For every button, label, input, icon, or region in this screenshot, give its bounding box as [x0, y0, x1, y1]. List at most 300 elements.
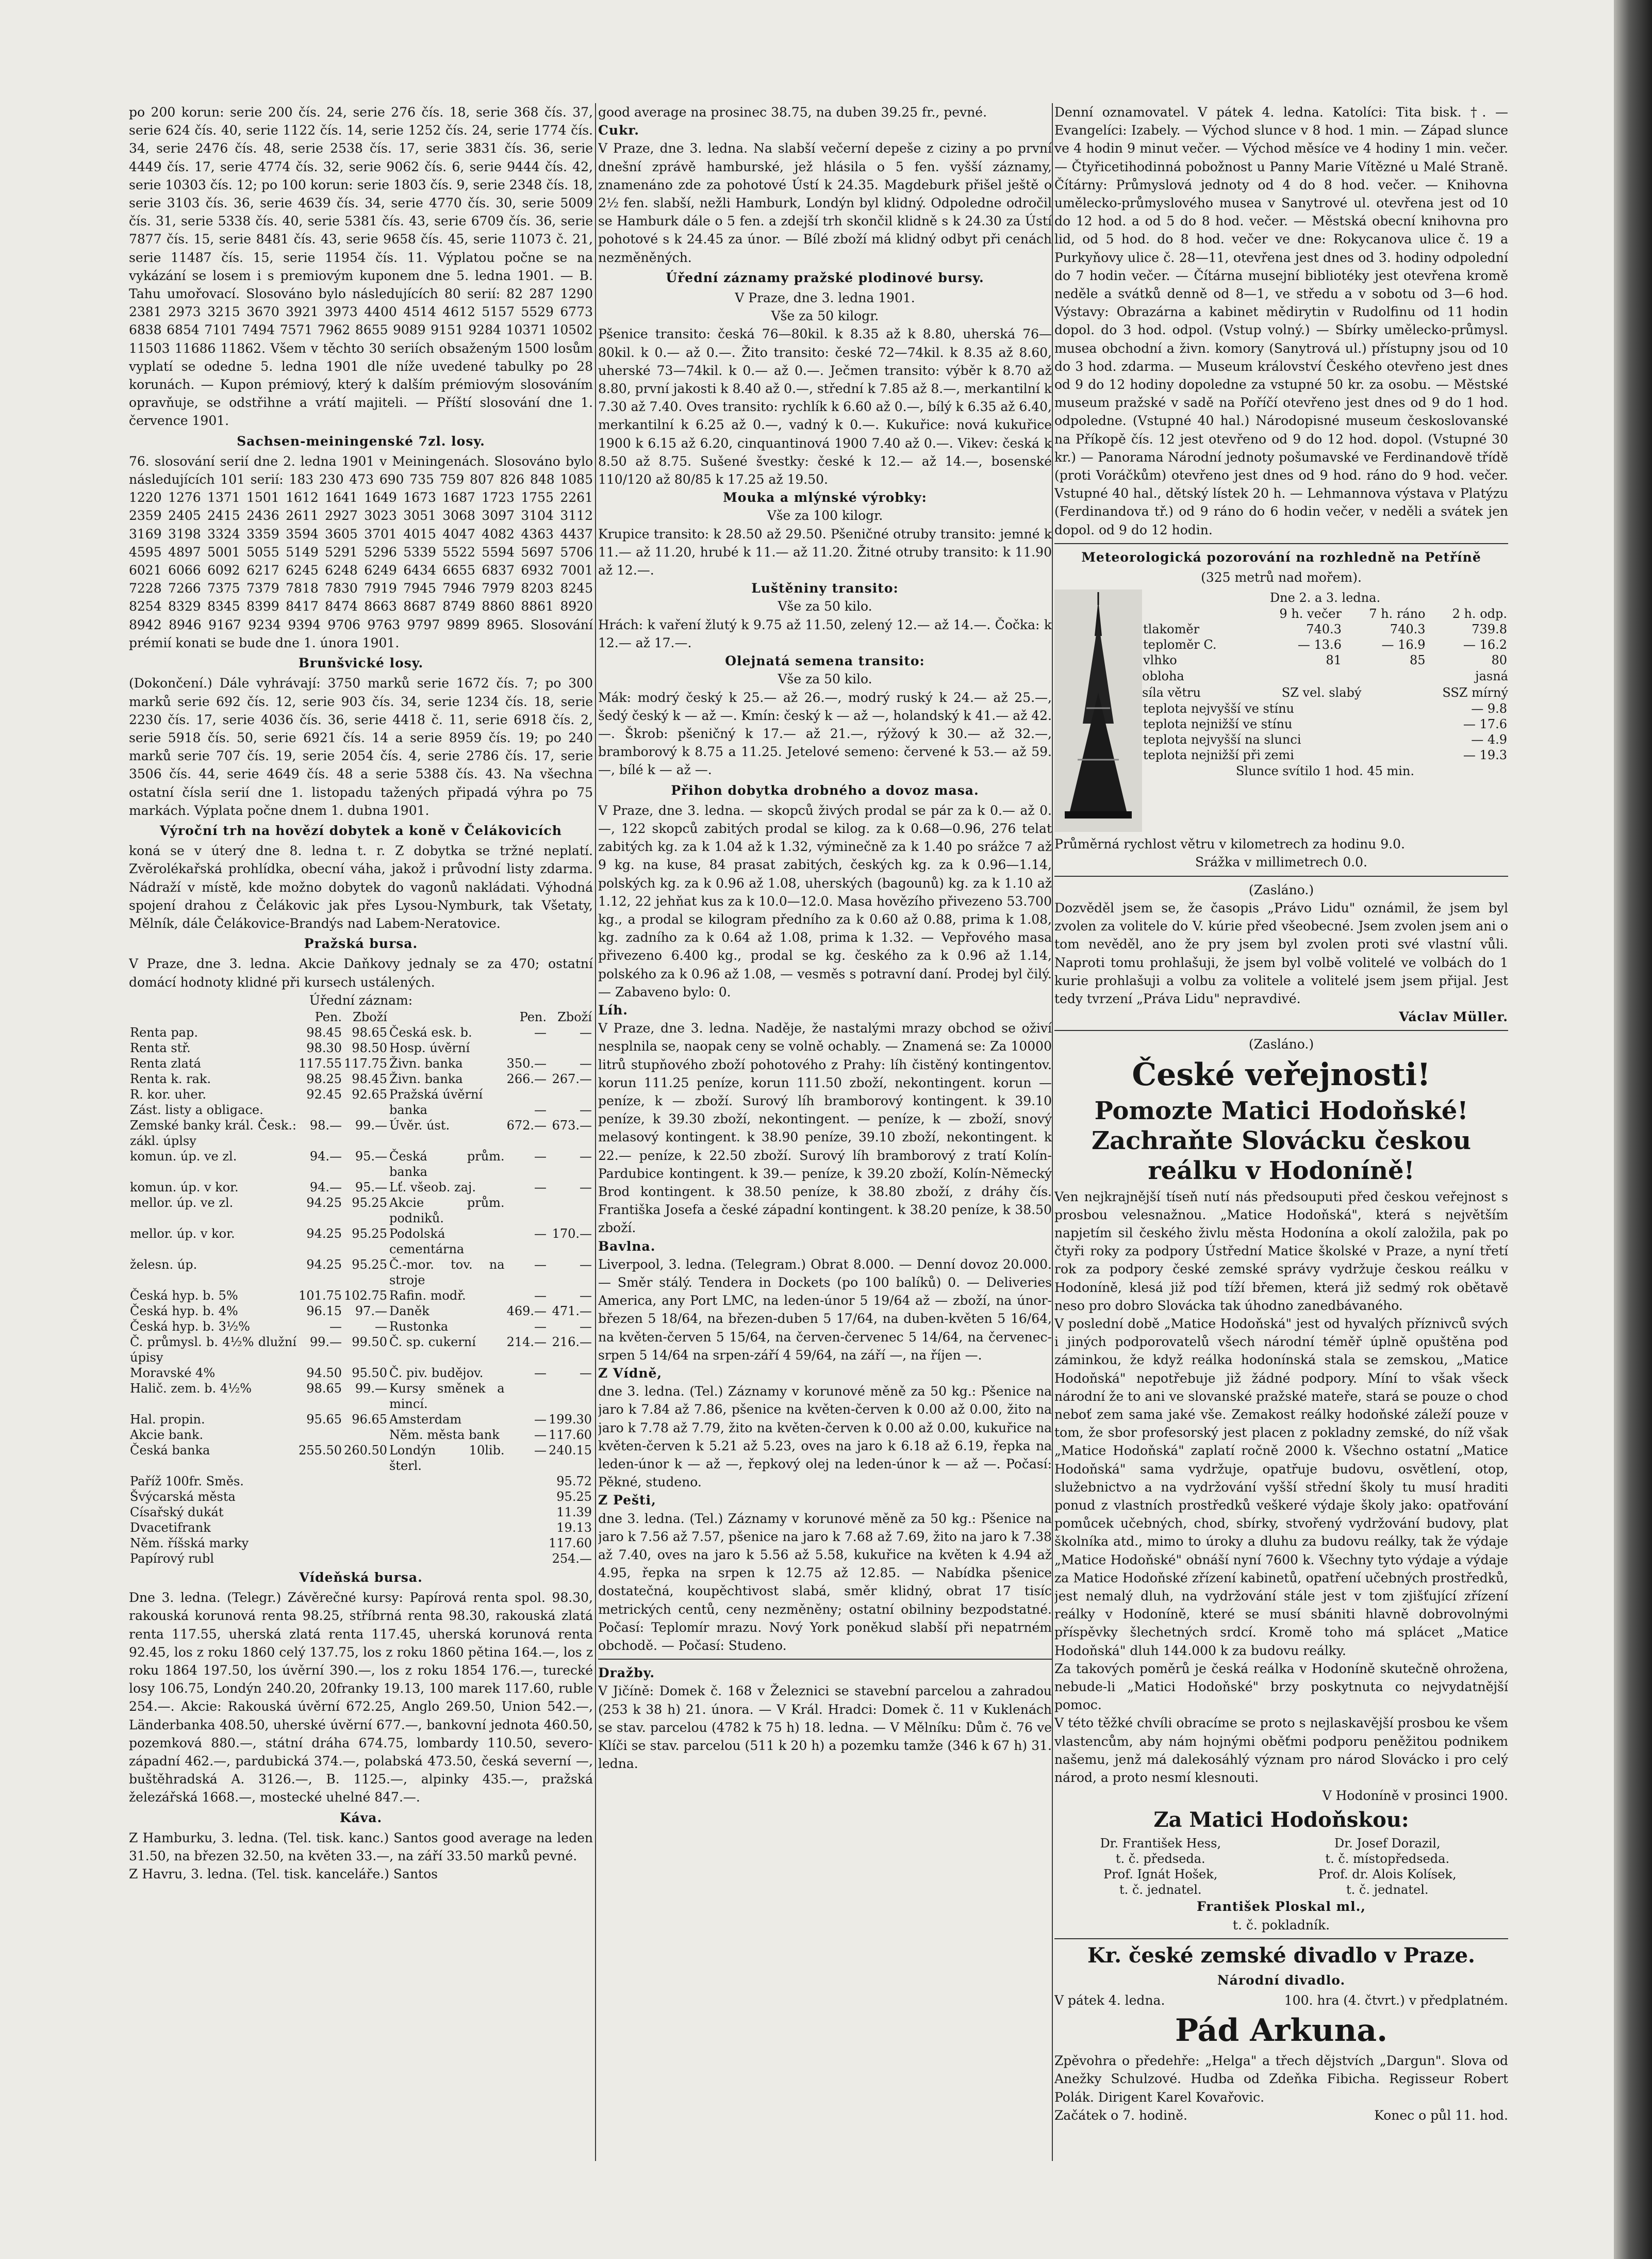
- appeal-date: V Hodoníně v prosinci 1900.: [1322, 1788, 1508, 1804]
- table-cell: [506, 1040, 548, 1056]
- table-cell: 740.3: [1306, 622, 1342, 637]
- weather-date: Dne 2. a 3. ledna.: [1269, 591, 1381, 605]
- table-cell: 471.—: [552, 1303, 592, 1318]
- table-cell: 85: [1409, 653, 1426, 668]
- table-row: [129, 1288, 593, 1303]
- table-cell: —: [580, 1288, 592, 1303]
- table-cell: —: [534, 1180, 547, 1194]
- table-cell: Akcie bank.: [130, 1427, 204, 1442]
- value: SSZ mírný: [1442, 685, 1508, 700]
- table-cell: Akcie prům. podniků.: [389, 1195, 505, 1225]
- table-cell: —: [580, 1056, 592, 1071]
- table-cell: Paříž 100fr. Směs.: [130, 1474, 244, 1488]
- table-cell: 95.25: [352, 1195, 387, 1210]
- table-row: [129, 1474, 593, 1489]
- table-cell: 97.—: [355, 1303, 387, 1318]
- weather-block: [1054, 590, 1508, 832]
- table-row: [129, 1334, 593, 1365]
- table-row: [129, 1071, 593, 1087]
- appeal-headline: České veřejnosti!: [1132, 1056, 1431, 1093]
- table-row: [1142, 637, 1508, 652]
- table-row: [129, 1427, 593, 1443]
- table-cell: komun. úp. v kor.: [130, 1180, 239, 1194]
- table-cell: teplota nejvyšší ve stínu: [1143, 701, 1295, 716]
- table-cell: 99.—: [309, 1334, 342, 1349]
- table-cell: 117.75: [344, 1056, 387, 1071]
- table-cell: —: [534, 1288, 547, 1303]
- appeal-text: Za takových poměrů je česká reálka v Hodoníně skutečně ohrožena, nebude-li „Matici Hodoňské" brzy poskytnuta co nejvydatnější pomoc.: [1054, 1661, 1508, 1713]
- section-heading: Sachsen-meiningenské 7zl. losy.: [237, 433, 485, 449]
- legumes-text: Hrách: k vaření žlutý k 9.75 až 11.50, zelený 12.— až 14.—. Čočka: k 12.— až 17.—.: [598, 617, 1052, 650]
- table-cell: 117.55: [299, 1056, 342, 1071]
- table-cell: —: [580, 1180, 592, 1194]
- table-cell: mellor. úp. v kor.: [130, 1226, 235, 1241]
- table-cell: —: [534, 1365, 547, 1380]
- column-rule: [1052, 103, 1053, 2161]
- section-heading: Káva.: [339, 1810, 383, 1825]
- subheading: Vše za 50 kilo.: [778, 599, 872, 614]
- table-cell: [548, 1381, 593, 1412]
- fair-text: koná se v úterý dne 8. ledna t. r. Z dobytka se tržné neplatí. Zvěrolékařská prohlídka, obecní váha, jakož i průvodní listy zdarma. Nádraží v místě, kde možno dobytek do vagonů nakládati. Výhodná spojení drahou z Čelákovic jak přes Lysou-Nymburk, tak Všetaty, Mělník, dále Čelákovice-Brandýs nad Labem-Neratovice.: [129, 843, 593, 931]
- table-cell: 92.45: [306, 1087, 342, 1102]
- subheading: Vše za 50 kilogr.: [771, 308, 879, 324]
- table-cell: [298, 1102, 343, 1118]
- column-header: 9 h. večer: [1279, 607, 1342, 621]
- table-cell: Prof. dr. Alois Kolísek,: [1318, 1867, 1457, 1882]
- table-cell: 98.50: [352, 1040, 387, 1055]
- table-cell: 240.15: [549, 1443, 592, 1458]
- spirit-text: V Praze, dne 3. ledna. Naděje, že nastalými mrazy obchod se oživí nesplnila se, naopak ceny se volně ochably. — Znamená se: Za 10000 litrů stupňového zboží pohotového z Prahy: líh čistěný kontingentov. korun 111.25 peníze, korun 111.50 zboží, nekontingent. korun — peníze, k — zboží. Surový líh bramborový kontingent. k 39.10 peníze, k 39.30 zboží, nekontingent. — peníze, k — zboží, snový melasový kontingent. k 38.90 peníze, 39.10 zboží, nekontingent. k 22.— peníze, k 22.50 zboží. Surový líh bramborový z tratí Kolín-Pardubice kontingent. k 39.— peníze, k 39.20 zboží, Kolín-Německý Brod kontingent. k 38.50 peníze, k 38.80 zboží, z dráhy čís. Františka Josefa a české západní kontingent. k 38.20 peníze, k 38.50 zboží.: [598, 1021, 1052, 1236]
- table-cell: 98.45: [306, 1025, 342, 1040]
- subheading: Mouka a mlýnské výrobky:: [723, 490, 927, 505]
- table-cell: 95.—: [355, 1149, 387, 1164]
- table-cell: 94.25: [306, 1257, 342, 1272]
- divider: [1054, 543, 1508, 544]
- table-cell: 95.25: [352, 1226, 387, 1241]
- table-cell: Rustonka: [389, 1319, 449, 1334]
- theatre-number: 100. hra (4. čtvrt.) v předplatném.: [1284, 1993, 1508, 2008]
- pest-grain-text: dne 3. ledna. (Tel.) Záznamy v korunové měně za 50 kg.: Pšenice na jaro k 7.56 až 7.57, pšenice na jaro k 7.68 až 7.69, žito na jaro k 7.38 až 7.40, oves na jaro k 5.56 až 5.58, kukuřice na květen k 4.94 až 4.95, řepka na srpen k 12.75 až 12.85. — Nabídka pšenice dostatečná, koupěchtivost slabá, směr klidný, obrat 17 tisíc metrických centů, ceny nezměněny; ostatní obilniny bezpodstatné. Počasí: Teplomír mrazu. Nový York poněkud slabší při nepatrném obchodě. — Počasí: Studeno.: [598, 1511, 1052, 1654]
- table-cell: 81: [1326, 653, 1342, 668]
- table-cell: 102.75: [344, 1288, 387, 1303]
- table-row: [129, 1365, 593, 1381]
- letter-signature: Václav Müller.: [1399, 1009, 1508, 1025]
- play-title: Pád Arkuna.: [1175, 2012, 1387, 2049]
- table-cell: Česká esk. b.: [389, 1025, 472, 1040]
- table-cell: [298, 1427, 343, 1443]
- play-end: Konec o půl 11. hod.: [1374, 2107, 1508, 2123]
- lottery-brunswick-text: (Dokončení.) Dále vyhrávají: 3750 marků serie 1672 čís. 7; po 300 marků serie 692 čís. 12, serie 903 čís. 34, serie 1234 čís. 18, serie 2230 čís. 17, serie 4036 čís. 36, serie 4418 č. 11, serie 6918 čís. 2, serie 5918 čís. 50, serie 6921 čís. 14 a serie 8959 čís. 19; po 240 marků serie 707 čís. 19, serie 2054 čís. 4, serie 2786 čís. 17, serie 3506 čís. 44, serie 4649 čís. 48 a serie 5388 čís. 43. Na všechna ostatní čísla serií dne 1. listopadu tažených připadá výhra po 75 markách. Výplata počne dnem 1. dubna 1901.: [129, 676, 593, 818]
- table-cell: —: [534, 1025, 547, 1040]
- table-header-row: [1142, 606, 1508, 621]
- table-cell: Renta k. rak.: [130, 1071, 211, 1086]
- table-cell: Hosp. úvěrní: [389, 1040, 470, 1055]
- table-cell: [506, 1381, 548, 1412]
- table-cell: teplota nejnižší ve stínu: [1143, 717, 1293, 732]
- table-cell: mellor. úp. ve zl.: [130, 1195, 234, 1210]
- weather-sky-row: [1142, 668, 1508, 684]
- table-cell: 94.—: [309, 1180, 342, 1194]
- table-cell: [343, 1102, 388, 1118]
- table-cell: 99.—: [355, 1118, 387, 1133]
- column-header: 7 h. ráno: [1369, 607, 1426, 621]
- livestock-text: V Praze, dne 3. ledna. — skopců živých prodal se pár za k 0.— až 0.—, 122 skopců zabitých prodal se kilog. za k 0.68—0.96, 276 telat zabitých kg. za k 1.04 až k 1.32, výminečně za k 1.40 po srážce 7 až 9 kg. na kuse, 84 prasat zabitých, českých kg. za k 0.96—1.14, polských kg. za k 0.96 až 1.08, uherských (bagounů) kg. za k 1.10 až 1.12, 22 jehňat kus za k 10.0—12.0. Masa hovězího přivezeno 53.700 kg., a prodal se kilogram předního za k 0.60 až 0.88, prima k 1.08, kg. zadního za k 0.64 až 1.08, prima k 1.32. — Vepřového masa přivezeno 6.400 kg., prodal se kg. českého za k 0.96 až 1.14, polského za k 0.96 až 1.08, — vesměs s potravní daní. Prodej byl čilý. — Zabaveno bylo: 0.: [598, 803, 1052, 1000]
- table-cell: Švýcarská města: [130, 1489, 236, 1504]
- table-cell: Renta pap.: [130, 1025, 198, 1040]
- section-heading: Vídeňská bursa.: [299, 1569, 423, 1585]
- divider: [1054, 876, 1508, 877]
- table-cell: — 16.2: [1463, 637, 1507, 652]
- section-heading: Výroční trh na hovězí dobytek a koně v Čelákovicích: [160, 823, 562, 838]
- vienna-bourse-text: Dne 3. ledna. (Telegr.) Závěrečné kursy: Papírová renta spol. 98.30, rakouská korunová renta 98.25, stříbrná renta 98.30, rakouská zlatá renta 117.55, uherská zlatá renta 117.45, uherská korunová renta 92.45, los z roku 1860 celý 137.75, los z roku 1860 pětina 164.—, los z roku 1864 197.50, los úvěrní 390.—, los z roku 1854 176.—, turecké losy 106.75, Londýn 240.20, 20franky 19.13, 100 marek 117.60, ruble 254.—. Akcie: Rakouská úvěrní 672.25, Anglo 269.50, Union 542.—, Länderbanka 408.50, uherské úvěrní 677.—, bankovní jednota 460.50, pozemková 880.—, státní dráha 674.75, lombardy 110.50, severo-západní 462.—, pardubická 374.—, polabská 473.50, česká severní —, buštěhradská A. 3126.—, B. 1125.—, alpinky 435.—, pražská železářská 1668.—, mostecké uhelné 847.—.: [129, 1590, 593, 1805]
- table-row: [129, 1551, 593, 1566]
- table-cell: 170.—: [552, 1226, 592, 1241]
- column-left: [129, 103, 593, 2166]
- weather-extremes: [1142, 701, 1508, 763]
- exchange-table-rates: [129, 1474, 593, 1566]
- table-row: [1142, 747, 1508, 763]
- page-edge-shadow: [1614, 0, 1652, 2259]
- table-cell: Č.-mor. tov. na stroje: [389, 1257, 505, 1287]
- weather-wind-speed: Průměrná rychlost větru v kilometrech za hodinu 9.0.: [1054, 837, 1405, 852]
- table-cell: —: [534, 1427, 547, 1442]
- appeal-text: Ven nejkrajnější tíseň nutí nás předsouputi před českou veřejnost s prosbou velesnažnou. „Matice Hodoňská", která s největším napjetím sil českého živlu města Hodonína a okolí založila, pak po čtyři roky za podpory Ústřední Matice školské v Praze, a nyní třetí rok za podpory české zemské správy vydržuje českou reálku v Hodoníně, klesá již pod tíží břemen, která již sedmý rok obětavě neso pro dobro Slovácka tak úhodno zanedbávaného.: [1054, 1189, 1508, 1313]
- weather-table: [1142, 606, 1508, 668]
- table-cell: Česká prům. banka: [389, 1149, 505, 1179]
- table-row: [1142, 732, 1508, 747]
- column-rule: [595, 103, 596, 2161]
- table-cell: Živn. banka: [389, 1056, 463, 1071]
- table-cell: 95.72: [556, 1474, 592, 1488]
- table-cell: R. kor. uher.: [130, 1087, 206, 1102]
- table-cell: — 9.8: [1471, 701, 1507, 716]
- section-heading: Pražská bursa.: [304, 936, 418, 952]
- exchange-table: [129, 1009, 593, 1474]
- table-cell: 117.60: [549, 1427, 592, 1442]
- table-cell: t. č. předseda.: [1115, 1852, 1205, 1867]
- column-header: Pen.: [519, 1009, 547, 1024]
- table-cell: 95.25: [352, 1257, 387, 1272]
- table-row: [129, 1303, 593, 1319]
- table-cell: — 13.6: [1297, 637, 1342, 652]
- exchange-table-title: Úřední záznam:: [309, 992, 413, 1008]
- table-row: [1054, 1836, 1508, 1851]
- table-cell: 98.25: [306, 1071, 342, 1086]
- table-row: [129, 1226, 593, 1257]
- table-cell: —: [534, 1226, 547, 1241]
- table-cell: 99.—: [355, 1381, 387, 1396]
- table-cell: Londýn 10lib. šterl.: [389, 1443, 505, 1473]
- grain-text: Pšenice transito: česká 76—80kil. k 8.35 až k 8.80, uherská 76—80kil. k 0.— až 0.—. Žito transito: české 72—74kil. k 8.35 až 8.60, uherské 73—74kil. k 0.— až 0.—. Ječmen transito: výběr k 8.70 až 8.80, první jakosti k 8.40 až 0.—, střední k 7.85 až 8.—, merkantilní k 7.30 až 7.40. Oves transito: rychlík k 6.60 až 0.—, bílý k 6.35 až 6.40, merkantilní k 6.25 až 0.—, vadný k 0.—. Kukuřice: nová kukuřice 1900 k 6.15 až 6.20, cinquantinová 1900 7.40 až 0.—. Vikev: česká k 8.50 až 8.75. Sušené švestky: české k 12.— až 14.—, bosenské 110/120 až 80/85 k 17.25 až 19.50.: [598, 326, 1052, 487]
- table-row: [1142, 716, 1508, 732]
- table-cell: t. č. jednatel.: [1119, 1882, 1202, 1897]
- coffee-continued: good average na prosinec 38.75, na duben 39.25 fr., pevné.: [598, 105, 987, 120]
- theatre-date-row: [1054, 1991, 1508, 2009]
- table-row: [129, 1443, 593, 1474]
- table-cell: Daněk: [389, 1303, 429, 1318]
- table-cell: 266.—: [506, 1071, 547, 1086]
- table-cell: t. č. jednatel.: [1346, 1882, 1429, 1897]
- table-row: [129, 1520, 593, 1535]
- table-cell: 96.65: [352, 1412, 387, 1427]
- label: obloha: [1142, 669, 1184, 684]
- table-cell: 80: [1491, 653, 1507, 668]
- table-cell: 117.60: [549, 1535, 592, 1550]
- table-row: [129, 1504, 593, 1520]
- auctions-text: V Jičíně: Domek č. 168 v Železnici se stavební parcelou a zahradou (253 k 38 h) 21. února. — V Král. Hradci: Domek č. 11 v Kuklenách se stav. parcelou (4782 k 75 h) 18. ledna. — V Mělníku: Dům č. 76 ve Klíči se stav. parcelou (511 k 20 h) a pozemku tamže (346 k 67 h) 31. ledna.: [598, 1683, 1052, 1772]
- column-middle: [598, 103, 1052, 2166]
- table-cell: —: [534, 1102, 547, 1117]
- section-heading: Bavlna.: [598, 1238, 656, 1254]
- signatory-title: t. č. pokladník.: [1232, 1917, 1330, 1933]
- section-heading: Z Vídně,: [598, 1366, 663, 1381]
- subheading: Vše za 100 kilogr.: [767, 508, 883, 523]
- table-cell: 101.75: [299, 1288, 342, 1303]
- seeds-text: Mák: modrý český k 25.— až 26.—, modrý ruský k 24.— až 25.—, šedý český k — až —. Kmín: český k — až —, holandský k 41.— až 42.—. Škrob: pšeničný k 17.— až 21.—, rýžový k 30.— až 32.—, bramborový k 8.75 a 11.25. Jetelové semeno: červené k 53.— až 59.—, bílé k — až —.: [598, 690, 1052, 778]
- section-heading: Líh.: [598, 1002, 628, 1018]
- table-cell: Halič. zem. b. 4½%: [130, 1381, 252, 1396]
- table-cell: — 17.6: [1463, 717, 1507, 732]
- play-start: Začátek o 7. hodině.: [1054, 2107, 1187, 2123]
- subheading: V Praze, dne 3. ledna 1901.: [735, 290, 915, 306]
- divider: [1054, 1938, 1508, 1939]
- table-cell: 98.65: [306, 1381, 342, 1396]
- table-cell: [343, 1427, 388, 1443]
- table-cell: Č. sp. cukerní: [389, 1334, 476, 1349]
- table-cell: Č. piv. budějov.: [389, 1365, 484, 1380]
- table-cell: 94.25: [306, 1226, 342, 1241]
- table-row: [1142, 701, 1508, 716]
- column-right: [1054, 103, 1508, 2166]
- weather-table-area: [1142, 590, 1508, 832]
- table-cell: Lť. všeob. zaj.: [389, 1180, 476, 1194]
- table-row: [129, 1040, 593, 1056]
- subheading: (325 metrů nad mořem).: [1201, 570, 1362, 585]
- divider: [1054, 1030, 1508, 1031]
- table-header-row: [129, 1009, 593, 1025]
- table-cell: —: [580, 1319, 592, 1334]
- table-cell: 98.—: [309, 1118, 342, 1133]
- table-cell: Živn. banka: [389, 1071, 463, 1086]
- table-cell: 350.—: [506, 1056, 547, 1071]
- petrin-tower-illustration: [1054, 590, 1142, 832]
- table-cell: Renta zlatá: [130, 1056, 201, 1071]
- cotton-text: Liverpool, 3. ledna. (Telegram.) Obrat 8.000. — Denní dovoz 20.000. — Směr stálý. Tendera in Dockets (po 100 balíků) 0. — Deliveries America, any Port LMC, na leden-únor 5 19/64 až — zboží, na únor-březen 5 18/64, na březen-duben 5 17/64, na duben-květen 5 16/64, na květen-červen 5 15/64, na červen-červenec 5 14/64, na červenec-srpen 5 14/64 na srpen-září 4 59/64, na září —, na říjen —.: [598, 1256, 1052, 1363]
- table-cell: —: [534, 1443, 547, 1458]
- column-header: Zboží: [353, 1009, 387, 1024]
- theatre-heading: Kr. české zemské divadlo v Praze.: [1087, 1943, 1475, 1968]
- table-cell: — 16.9: [1381, 637, 1426, 652]
- table-cell: Dr. František Hess,: [1100, 1836, 1221, 1851]
- table-cell: 672.—: [506, 1118, 547, 1133]
- table-row: [129, 1102, 593, 1118]
- column-header: Pen.: [315, 1009, 342, 1024]
- table-cell: 98.30: [306, 1040, 342, 1055]
- table-cell: komun. úp. ve zl.: [130, 1149, 237, 1164]
- table-cell: Č. průmysl. b. 4½% dlužní úpisy: [130, 1334, 297, 1365]
- table-cell: 96.15: [306, 1303, 342, 1318]
- table-cell: —: [534, 1257, 547, 1272]
- lottery-text: po 200 korun: serie 200 čís. 24, serie 276 čís. 18, serie 368 čís. 37, serie 624 čís. 40, serie 1122 čís. 14, serie 1252 čís. 24, serie 1774 čís. 34, serie 2476 čís. 48, serie 2538 čís. 17, serie 3831 čís. 36, serie 4449 čís. 17, serie 4774 čís. 32, serie 9062 čís. 6, serie 9444 čís. 42, serie 10303 čís. 12; po 100 korun: serie 1803 čís. 9, serie 2348 čís. 18, serie 3103 čís. 36, serie 4639 čís. 34, serie 4770 čís. 30, serie 5009 čís. 31, serie 5338 čís. 40, serie 5381 čís. 43, serie 6709 čís. 36, serie 7877 čís. 15, serie 8481 čís. 43, serie 9658 čís. 45, serie 11073 č. 21, serie 11487 čís. 15, serie 11954 čís. 11. Výplatou počne se na vykázání se losem i s premiovým kuponem dne 5. ledna 1901. — B. Tahu umořovací. Slosováno bylo následujících 80 serií: 82 287 1290 2381 2973 3215 3670 3921 3973 4400 4514 4612 5157 5529 6773 6838 6854 7101 7494 7571 7962 8655 9089 9151 9284 10371 10502 11503 11686 11862. Všem v těchto 30 seriích obsaženým 1500 losům vyplatí se odedne 5. ledna 1901 dle níže uvedené tabulky po 28 korunách. — Kupon prémiový, který k dalším prémiovým slosováním opravňuje, se odstřihne a vrátí majiteli. — Příští slosování dne 1. července 1901.: [129, 105, 593, 429]
- table-row: [129, 1195, 593, 1226]
- table-cell: 95.50: [352, 1365, 387, 1380]
- table-row: [129, 1056, 593, 1071]
- table-cell: [506, 1087, 548, 1102]
- table-cell: — 4.9: [1471, 732, 1507, 747]
- table-cell: —: [374, 1319, 387, 1334]
- table-row: [129, 1149, 593, 1180]
- table-cell: Česká hyp. b. 4%: [130, 1303, 238, 1318]
- table-cell: — 19.3: [1463, 748, 1507, 763]
- table-cell: —: [580, 1365, 592, 1380]
- table-row: [1142, 652, 1508, 668]
- vienna-grain-text: dne 3. ledna. (Tel.) Záznamy v korunové měně za 50 kg.: Pšenice na jaro k 7.84 až 7.86, pšenice na květen-červen k 0.00 až 0.00, žito na jaro k 7.78 až 7.79, žito na květen-červen k 0.00 až 0.00, kukuřice na květen-červen k 5.21 až 5.23, oves na jaro k 6.18 až 6.19, řepka na leden-únor k — až —, řepkový olej na leden-únor k — až —. Počasí: Pěkné, studeno.: [598, 1384, 1052, 1490]
- submitted-label: (Zasláno.): [1248, 1037, 1314, 1052]
- table-cell: —: [580, 1102, 592, 1117]
- section-heading: Brunšvické losy.: [298, 656, 424, 671]
- table-cell: Česká banka: [130, 1443, 210, 1458]
- table-cell: 19.13: [556, 1520, 592, 1535]
- table-row: [1054, 1851, 1508, 1867]
- exchange-text: V Praze, dne 3. ledna. Akcie Daňkovy jednaly se za 470; ostatní domácí hodnoty klidné při kursech ustálených.: [129, 956, 593, 990]
- table-cell: Dvacetifrank: [130, 1520, 211, 1535]
- table-cell: 94.50: [306, 1365, 342, 1380]
- table-cell: Hal. propin.: [130, 1412, 205, 1427]
- table-cell: 98.65: [352, 1025, 387, 1040]
- table-cell: 199.30: [549, 1412, 592, 1427]
- table-cell: —: [534, 1412, 547, 1427]
- table-cell: 673.—: [552, 1118, 592, 1133]
- submitted-label: (Zasláno.): [1248, 882, 1314, 897]
- value: jasná: [1475, 669, 1508, 684]
- table-cell: teplota nejvyšší na slunci: [1143, 732, 1301, 747]
- table-cell: —: [580, 1149, 592, 1164]
- table-cell: Něm. města bank: [389, 1427, 500, 1442]
- appeal-text: V poslední době „Matice Hodoňská" jest od hyvalých příznivců svých i jiných podporovatelů všech národní téměř úplně opuštěna pod záminkou, že když reálka hodonínská stala se zemskou, „Matice Hodoňská" nepotřebuje již žádné podpory. Míní to však všeck národní že to ani ve slovanské pražské mateře, stará se pouze o chod neboť zem sama jaké vše. Zemakost reálky hodoňské záleží pouze v tom, že sbor profesorský jest placen z pokladny zemské, do níž však „Matice Hodoňská" zaplatí ročně 2000 k. Všechno ostatní „Matice Hodoňská" sama vydržuje, opatřuje budovu, osvětlení, otop, služebnictvo a na vydržování vyšší střední školy tu musí hraditi ponud z vlastních prostředků veškeré výdaje školy jako: opatřování pomůcek učebných, chod, sbírky, stvořený vydržování budovy, plat školníka atd., mimo to úroky a dluhu za budovu reálky, tak že výdaje „Matice Hodoňské" obnáší nyní 7600 k. Všechny tyto výdaje a výdaje za Matice Hodoňské zřízení kabinetů, opatření učebných prostředků, jest nemalý dluh, na vydržování stále jest v tom zjišťující zřízení reálky v Hodoníně, které se musí sbániti hlavně dobrovolnými příspěvky šlechetných srdcí. Kromě toho má splácet „Matice Hodoňská" dluh 144.000 k za budovu reálky.: [1054, 1316, 1508, 1658]
- table-cell: Kursy směnek a mincí.: [389, 1381, 505, 1411]
- table-cell: —: [580, 1257, 592, 1272]
- table-cell: 95.—: [355, 1180, 387, 1194]
- table-cell: 216.—: [552, 1334, 592, 1349]
- table-cell: —: [534, 1319, 547, 1334]
- letter-text: Dozvěděl jsem se, že časopis „Právo Lidu" oznámil, že jsem byl zvolen za volitele do V. kúrie před všeobecné. Jsem zvolen jsem ani o tom nevěděl, ano že pry jsem byl zvolen proti své vlastní vůli. Naproti tomu prohlašuji, že jsem byl volbě volitelé ve volbách do 1 kurie prohlašuji a volbu za volitele a volitelé jsem jsem přijal. Jest tedy tvrzení „Práva Lidu" nepravdivé.: [1054, 900, 1508, 1006]
- table-cell: 98.45: [352, 1071, 387, 1086]
- table-cell: teploměr C.: [1143, 637, 1217, 652]
- weather-sunshine: Slunce svítilo 1 hod. 45 min.: [1235, 764, 1415, 779]
- lottery-meiningen-text: 76. slosování serií dne 2. ledna 1901 v Meiningenách. Slosováno bylo následujících 101 serií: 183 230 473 690 735 759 807 826 848 1085 1220 1276 1371 1501 1612 1641 1649 1673 1687 1723 1755 2261 2359 2405 2415 2436 2611 2927 3023 3051 3068 3097 3104 3112 3169 3198 3324 3359 3594 3605 3701 4015 4047 4082 4363 4437 4595 4897 5001 5055 5149 5291 5296 5339 5522 5594 5697 5706 6021 6066 6092 6217 6245 6248 6249 6434 6655 6837 6932 7001 7228 7266 7375 7379 7818 7830 7919 7945 7946 7979 8203 8245 8254 8329 8345 8399 8417 8474 8663 8687 8749 8860 8861 8920 8942 8946 9167 9234 9394 9706 9763 9797 9899 8965. Slosování prémií konati se bude dne 1. února 1901.: [129, 453, 593, 650]
- table-cell: —: [329, 1319, 342, 1334]
- coffee-text: Z Hamburku, 3. ledna. (Tel. tisk. kanc.) Santos good average na leden 31.50, na březen 32.50, na květen 33.—, na září 33.50 marků pevné.: [129, 1830, 593, 1863]
- table-cell: Rafin. modř.: [389, 1288, 466, 1303]
- table-cell: Císařský dukát: [130, 1504, 224, 1519]
- section-heading: Dražby.: [598, 1665, 655, 1681]
- table-cell: Renta stř.: [130, 1040, 191, 1055]
- table-row: [129, 1180, 593, 1195]
- table-row: [1054, 1867, 1508, 1882]
- section-heading: Úřední záznamy pražské plodinové bursy.: [666, 270, 984, 285]
- table-cell: želesn. úp.: [130, 1257, 197, 1272]
- play-description: Zpěvohra o předehře: „Helga" a třech dějstvích „Dargun". Slova od Anežky Schulzové. Hudba od Zdeňka Fibicha. Regisseur Robert Polák. Dirigent Karel Kovařovic.: [1054, 2053, 1508, 2105]
- table-cell: Úvěr. úst.: [389, 1118, 450, 1133]
- label: síla větru: [1142, 685, 1201, 700]
- table-cell: Česká hyp. b. 5%: [130, 1288, 238, 1303]
- table-row: [129, 1319, 593, 1334]
- table-cell: vlhko: [1143, 653, 1177, 668]
- table-row: [129, 1535, 593, 1551]
- table-cell: Amsterdam: [389, 1412, 462, 1427]
- table-cell: Papírový rubl: [130, 1551, 214, 1566]
- tower-icon: [1054, 590, 1142, 832]
- table-cell: [548, 1087, 593, 1102]
- table-cell: 260.50: [344, 1443, 387, 1458]
- table-cell: banka: [389, 1102, 427, 1117]
- table-row: [129, 1087, 593, 1102]
- table-row: [1054, 1882, 1508, 1897]
- table-cell: 740.3: [1390, 622, 1426, 637]
- column-header: Zboží: [557, 1009, 592, 1024]
- signatories-table: [1054, 1836, 1508, 1897]
- table-cell: 255.50: [299, 1443, 342, 1458]
- table-cell: 94.25: [306, 1195, 342, 1210]
- appeal-subheadline: Pomozte Matici Hodoňské! Zachraňte Slovácku českou reálku v Hodoníně!: [1092, 1096, 1471, 1185]
- table-row: [129, 1381, 593, 1412]
- table-cell: Dr. Josef Dorazil,: [1334, 1836, 1441, 1851]
- table-row: [129, 1257, 593, 1288]
- table-cell: t. č. místopředseda.: [1325, 1852, 1450, 1867]
- subheading: Vše za 50 kilo.: [778, 672, 872, 687]
- table-row: [1142, 621, 1508, 637]
- table-cell: —: [580, 1025, 592, 1040]
- table-cell: tlakoměr: [1143, 622, 1200, 637]
- table-cell: 469.—: [506, 1303, 547, 1318]
- table-cell: 99.50: [352, 1334, 387, 1349]
- table-cell: Podolská cementárna: [389, 1226, 465, 1256]
- signatory-name: František Ploskal ml.,: [1196, 1899, 1366, 1914]
- table-cell: Zást. listy a obligace.: [130, 1102, 263, 1117]
- table-cell: 92.65: [352, 1087, 387, 1102]
- subheading: Luštěniny transito:: [751, 581, 899, 596]
- table-cell: Moravské 4%: [130, 1365, 216, 1380]
- section-heading: Cukr.: [598, 123, 639, 138]
- weather-wind-row: [1142, 684, 1508, 701]
- subheading: Olejnatá semena transito:: [725, 653, 925, 669]
- table-cell: —: [534, 1149, 547, 1164]
- table-row: [129, 1025, 593, 1040]
- table-cell: 11.39: [556, 1504, 592, 1519]
- section-heading: Meteorologická pozorování na rozhledně na Petříně: [1081, 549, 1481, 565]
- table-cell: Česká hyp. b. 3½%: [130, 1319, 250, 1334]
- table-cell: 95.65: [306, 1412, 342, 1427]
- table-cell: 267.—: [552, 1071, 592, 1086]
- flour-text: Krupice transito: k 28.50 až 29.50. Pšeničné otruby transito: jemné k 11.— až 11.20, hrubé k 11.— až 11.20. Žitné otruby transito: k 11.90 až 12.—.: [598, 526, 1052, 578]
- value: SZ vel. slabý: [1281, 685, 1362, 700]
- table-cell: 739.8: [1472, 622, 1507, 637]
- section-heading: Přihon dobytka drobného a dovoz masa.: [671, 782, 979, 798]
- table-cell: [548, 1040, 593, 1056]
- table-cell: [506, 1195, 548, 1226]
- theatre-date: V pátek 4. ledna.: [1054, 1993, 1165, 2008]
- table-cell: teplota nejnižší při zemi: [1143, 748, 1294, 763]
- theatre-subheading: Národní divadlo.: [1217, 1972, 1346, 1988]
- section-heading: Z Pešti,: [598, 1493, 656, 1508]
- table-row: [129, 1412, 593, 1427]
- table-row: [129, 1118, 593, 1149]
- table-cell: 214.—: [506, 1334, 547, 1349]
- table-cell: 95.25: [556, 1489, 592, 1504]
- divider: [598, 1659, 1052, 1660]
- table-cell: [548, 1195, 593, 1226]
- column-header: 2 h. odp.: [1452, 607, 1507, 621]
